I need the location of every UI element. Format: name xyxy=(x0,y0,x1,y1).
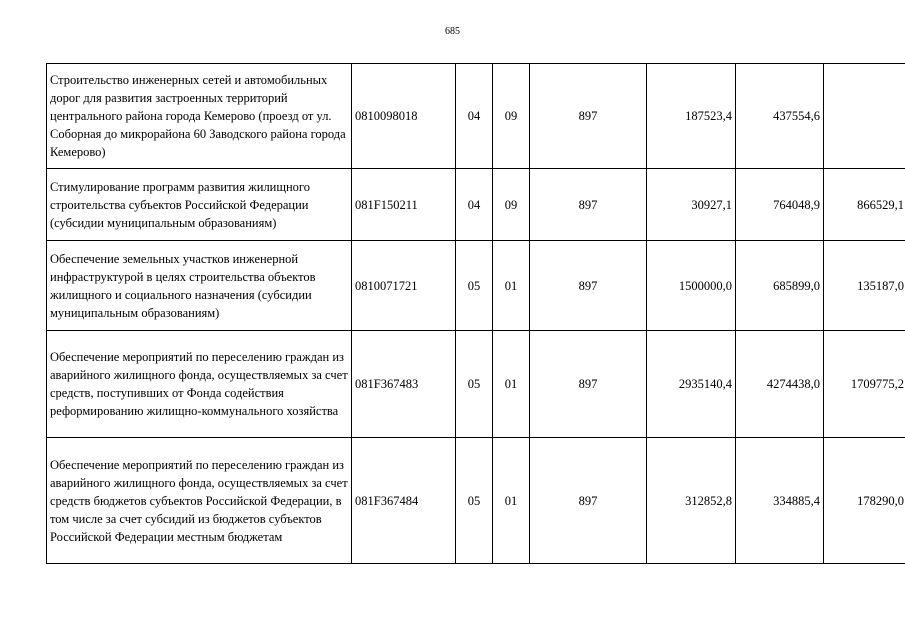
row-name: Строительство инженерных сетей и автомобильных дорог для развития застроенных территорий центрального района города Кемерово (проезд от ул. Соборная до микрорайона 60 Заводского района города Кемерово) xyxy=(47,64,352,169)
row-value-3: 1709775,2 xyxy=(824,331,905,438)
row-value-2: 685899,0 xyxy=(736,241,824,331)
row-expense-type: 897 xyxy=(530,438,647,564)
row-target-code: 081F367483 xyxy=(352,331,456,438)
row-value-1: 2935140,4 xyxy=(647,331,736,438)
row-section: 05 xyxy=(456,438,493,564)
row-name: Обеспечение земельных участков инженерной инфраструктурой в целях строительства объектов жилищного и социального назначения (субсидии муниципальным образованиям) xyxy=(47,241,352,331)
row-name: Обеспечение мероприятий по переселению граждан из аварийного жилищного фонда, осуществляемых за счет средств, поступивших от Фонда содействия реформированию жилищно-коммунального хозяйства xyxy=(47,331,352,438)
row-expense-type: 897 xyxy=(530,241,647,331)
row-subsection: 01 xyxy=(493,241,530,331)
row-subsection: 09 xyxy=(493,169,530,241)
row-value-3: 178290,0 xyxy=(824,438,905,564)
row-expense-type: 897 xyxy=(530,331,647,438)
row-target-code: 0810098018 xyxy=(352,64,456,169)
row-name: Обеспечение мероприятий по переселению граждан из аварийного жилищного фонда, осуществляемых за счет средств бюджетов субъектов Российской Федерации, в том числе за счет субсидий из бюджетов субъектов Российской Федерации местным бюджетам xyxy=(47,438,352,564)
row-value-3 xyxy=(824,64,905,169)
page-number: 685 xyxy=(445,26,460,37)
row-subsection: 01 xyxy=(493,331,530,438)
row-section: 04 xyxy=(456,169,493,241)
row-subsection: 01 xyxy=(493,438,530,564)
row-subsection: 09 xyxy=(493,64,530,169)
row-value-3: 135187,0 xyxy=(824,241,905,331)
row-value-2: 4274438,0 xyxy=(736,331,824,438)
table-row xyxy=(47,169,905,241)
table-row xyxy=(47,241,905,331)
row-expense-type: 897 xyxy=(530,64,647,169)
row-name: Стимулирование программ развития жилищного строительства субъектов Российской Федерации (субсидии муниципальным образованиям) xyxy=(47,169,352,241)
row-value-1: 312852,8 xyxy=(647,438,736,564)
row-target-code: 081F367484 xyxy=(352,438,456,564)
row-value-2: 334885,4 xyxy=(736,438,824,564)
row-value-3: 866529,1 xyxy=(824,169,905,241)
row-section: 04 xyxy=(456,64,493,169)
row-value-1: 187523,4 xyxy=(647,64,736,169)
table-row xyxy=(47,438,905,564)
table-row xyxy=(47,64,905,169)
budget-table xyxy=(46,63,905,564)
row-target-code: 081F150211 xyxy=(352,169,456,241)
row-value-2: 764048,9 xyxy=(736,169,824,241)
row-value-1: 1500000,0 xyxy=(647,241,736,331)
row-value-2: 437554,6 xyxy=(736,64,824,169)
row-expense-type: 897 xyxy=(530,169,647,241)
row-section: 05 xyxy=(456,241,493,331)
row-target-code: 0810071721 xyxy=(352,241,456,331)
row-section: 05 xyxy=(456,331,493,438)
row-value-1: 30927,1 xyxy=(647,169,736,241)
table-row xyxy=(47,331,905,438)
